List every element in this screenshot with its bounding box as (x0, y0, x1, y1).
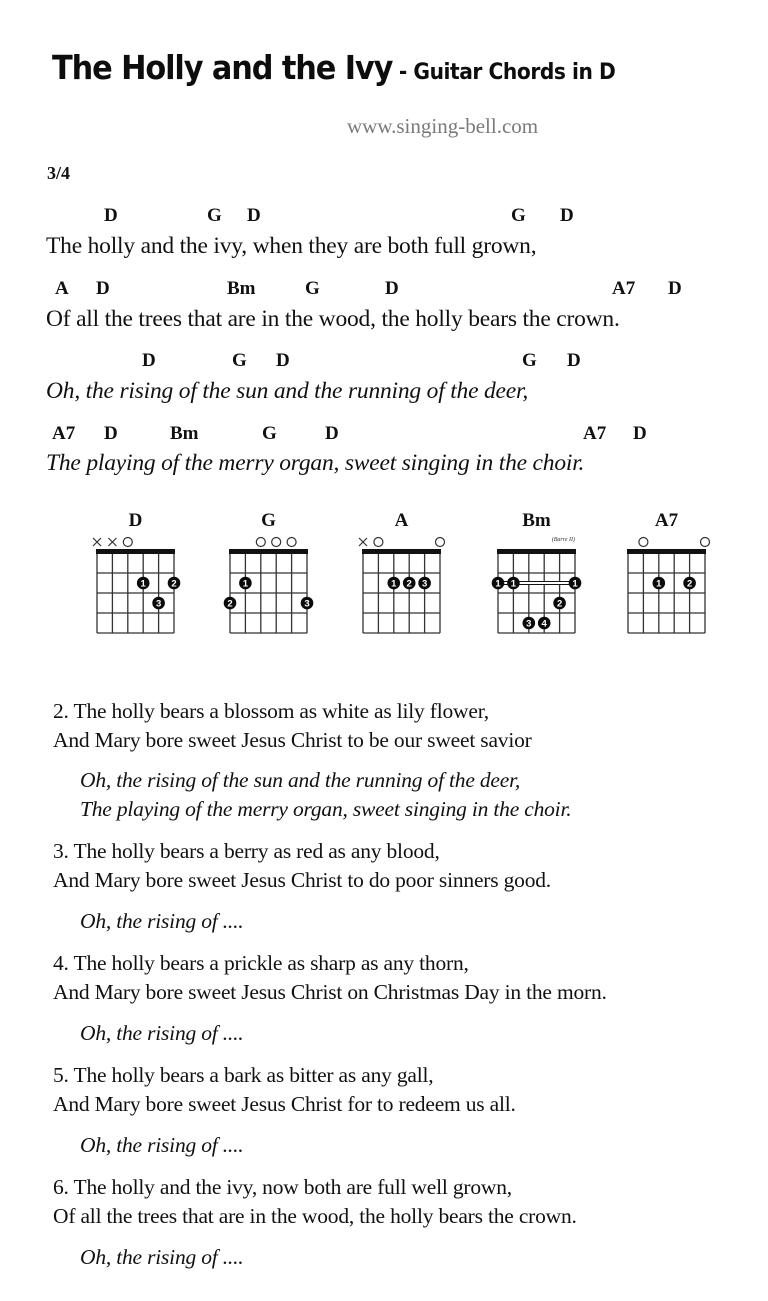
refrain-line: Oh, the rising of .... (80, 909, 244, 933)
chord-label: D (567, 350, 581, 371)
svg-text:1: 1 (140, 578, 146, 590)
refrain-line: Oh, the rising of .... (80, 1245, 244, 1269)
finger-dot (683, 577, 696, 590)
verse-line: And Mary bore sweet Jesus Christ to be our sweet savior (53, 728, 532, 752)
chord-label: G (305, 278, 320, 299)
chord-label: D (104, 423, 118, 444)
chord-label: G (207, 205, 222, 226)
nut-bar (497, 549, 576, 554)
verse-line: 5. The holly bears a bark as bitter as any gall, (53, 1063, 434, 1087)
chord-label: D (668, 278, 682, 299)
chord-label: A7 (52, 423, 76, 444)
nut-bar (627, 549, 706, 554)
open-string-icon (436, 538, 445, 547)
finger-dot (538, 617, 551, 630)
finger-dot (137, 577, 150, 590)
website-link[interactable]: www.singing-bell.com (347, 114, 539, 138)
finger-dot (653, 577, 666, 590)
svg-text:3: 3 (526, 618, 532, 630)
svg-text:1: 1 (391, 578, 397, 590)
open-string-icon (639, 538, 648, 547)
svg-text:1: 1 (572, 578, 578, 590)
chord-label: D (560, 205, 574, 226)
chord-label: A (55, 278, 69, 299)
finger-dot (403, 577, 416, 590)
verse-line: And Mary bore sweet Jesus Christ on Christmas Day in the morn. (53, 980, 607, 1004)
chord-label: G (511, 205, 526, 226)
time-signature: 3/4 (47, 163, 71, 183)
verse-line: And Mary bore sweet Jesus Christ to do poor sinners good. (53, 868, 551, 892)
verse-lyric-line: The holly and the ivy, when they are both full grown, (46, 233, 537, 259)
verse-line: And Mary bore sweet Jesus Christ for to redeem us all. (53, 1092, 516, 1116)
chord-label: G (522, 350, 537, 371)
svg-text:1: 1 (510, 578, 517, 590)
page-title (52, 48, 615, 87)
verse-line: 3. The holly bears a berry as red as any blood, (53, 839, 440, 863)
chord-label: A7 (612, 278, 636, 299)
verse-line: 4. The holly bears a prickle as sharp as any thorn, (53, 951, 469, 975)
svg-text:1: 1 (656, 578, 662, 590)
chord-diagram-a (351, 512, 452, 642)
finger-dot (418, 577, 431, 590)
svg-text:3: 3 (155, 598, 162, 610)
chord-label: D (276, 350, 290, 371)
chord-label: G (262, 423, 277, 444)
chord-label: G (232, 350, 247, 371)
chord-label: Bm (227, 278, 256, 299)
svg-text:2: 2 (227, 598, 233, 610)
open-string-icon (287, 538, 296, 547)
open-string-icon (123, 538, 132, 547)
nut-bar (96, 549, 175, 554)
muted-string-icon (108, 538, 116, 546)
chord-diagram-name: G (261, 510, 276, 531)
chord-diagram-name: A (394, 510, 409, 531)
chord-diagram-name: Bm (522, 510, 551, 531)
finger-dot (492, 577, 505, 590)
refrain-line: The playing of the merry organ, sweet singing in the choir. (80, 797, 572, 821)
svg-text:2: 2 (556, 598, 563, 610)
svg-text:1: 1 (242, 578, 249, 590)
chord-label: A7 (583, 423, 607, 444)
refrain-line: Oh, the rising of .... (80, 1133, 244, 1157)
chord-label: Bm (170, 423, 199, 444)
finger-dot (388, 577, 401, 590)
finger-dot (224, 597, 237, 610)
chord-label: D (104, 205, 118, 226)
chorus-lyric-line: Oh, the rising of the sun and the running of the deer, (46, 378, 529, 404)
open-string-icon (374, 538, 383, 547)
chord-label: D (142, 350, 156, 371)
nut-bar (362, 549, 441, 554)
svg-text:1: 1 (495, 578, 501, 590)
refrain-line: Oh, the rising of the sun and the running of the deer, (80, 768, 521, 792)
chord-diagram-d (85, 512, 186, 642)
song-title: The Holly and the Ivy (52, 48, 393, 87)
svg-text:2: 2 (171, 578, 177, 590)
chord-diagram-name: A7 (654, 510, 679, 531)
finger-dot (569, 577, 582, 590)
svg-text:3: 3 (421, 578, 428, 590)
finger-dot (152, 597, 165, 610)
finger-dot (507, 577, 520, 590)
open-string-icon (272, 538, 281, 547)
chord-label: D (247, 205, 261, 226)
muted-string-icon (359, 538, 367, 546)
finger-dot (553, 597, 566, 610)
chord-label: D (385, 278, 399, 299)
refrain-line: Oh, the rising of .... (80, 1021, 244, 1045)
chord-label: D (633, 423, 647, 444)
verse-line: 2. The holly bears a blossom as white as lily flower, (53, 699, 489, 723)
svg-text:2: 2 (406, 578, 412, 590)
verse-line: 6. The holly and the ivy, now both are full well grown, (53, 1175, 512, 1199)
verse-line: Of all the trees that are in the wood, the holly bears the crown. (53, 1204, 577, 1228)
open-string-icon (256, 538, 265, 547)
svg-text:4: 4 (541, 618, 547, 630)
chord-diagram-bm (486, 512, 587, 642)
muted-string-icon (93, 538, 101, 546)
open-string-icon (701, 538, 710, 547)
barre-note: (Barre II) (551, 537, 575, 543)
chord-label: D (96, 278, 110, 299)
chord-diagram-a7 (616, 512, 717, 642)
nut-bar (229, 549, 308, 554)
chorus-lyric-line: The playing of the merry organ, sweet singing in the choir. (46, 450, 585, 476)
finger-dot (301, 597, 314, 610)
finger-dot (523, 617, 536, 630)
finger-dot (168, 577, 181, 590)
svg-text:3: 3 (304, 598, 310, 610)
svg-text:2: 2 (686, 578, 693, 590)
chord-diagram-g (218, 512, 319, 642)
finger-dot (239, 577, 252, 590)
verse-lyric-line: Of all the trees that are in the wood, the holly bears the crown. (46, 306, 620, 332)
chord-label: D (325, 423, 339, 444)
song-subtitle: - Guitar Chords in D (392, 60, 616, 85)
chord-diagram-name: D (128, 510, 143, 531)
